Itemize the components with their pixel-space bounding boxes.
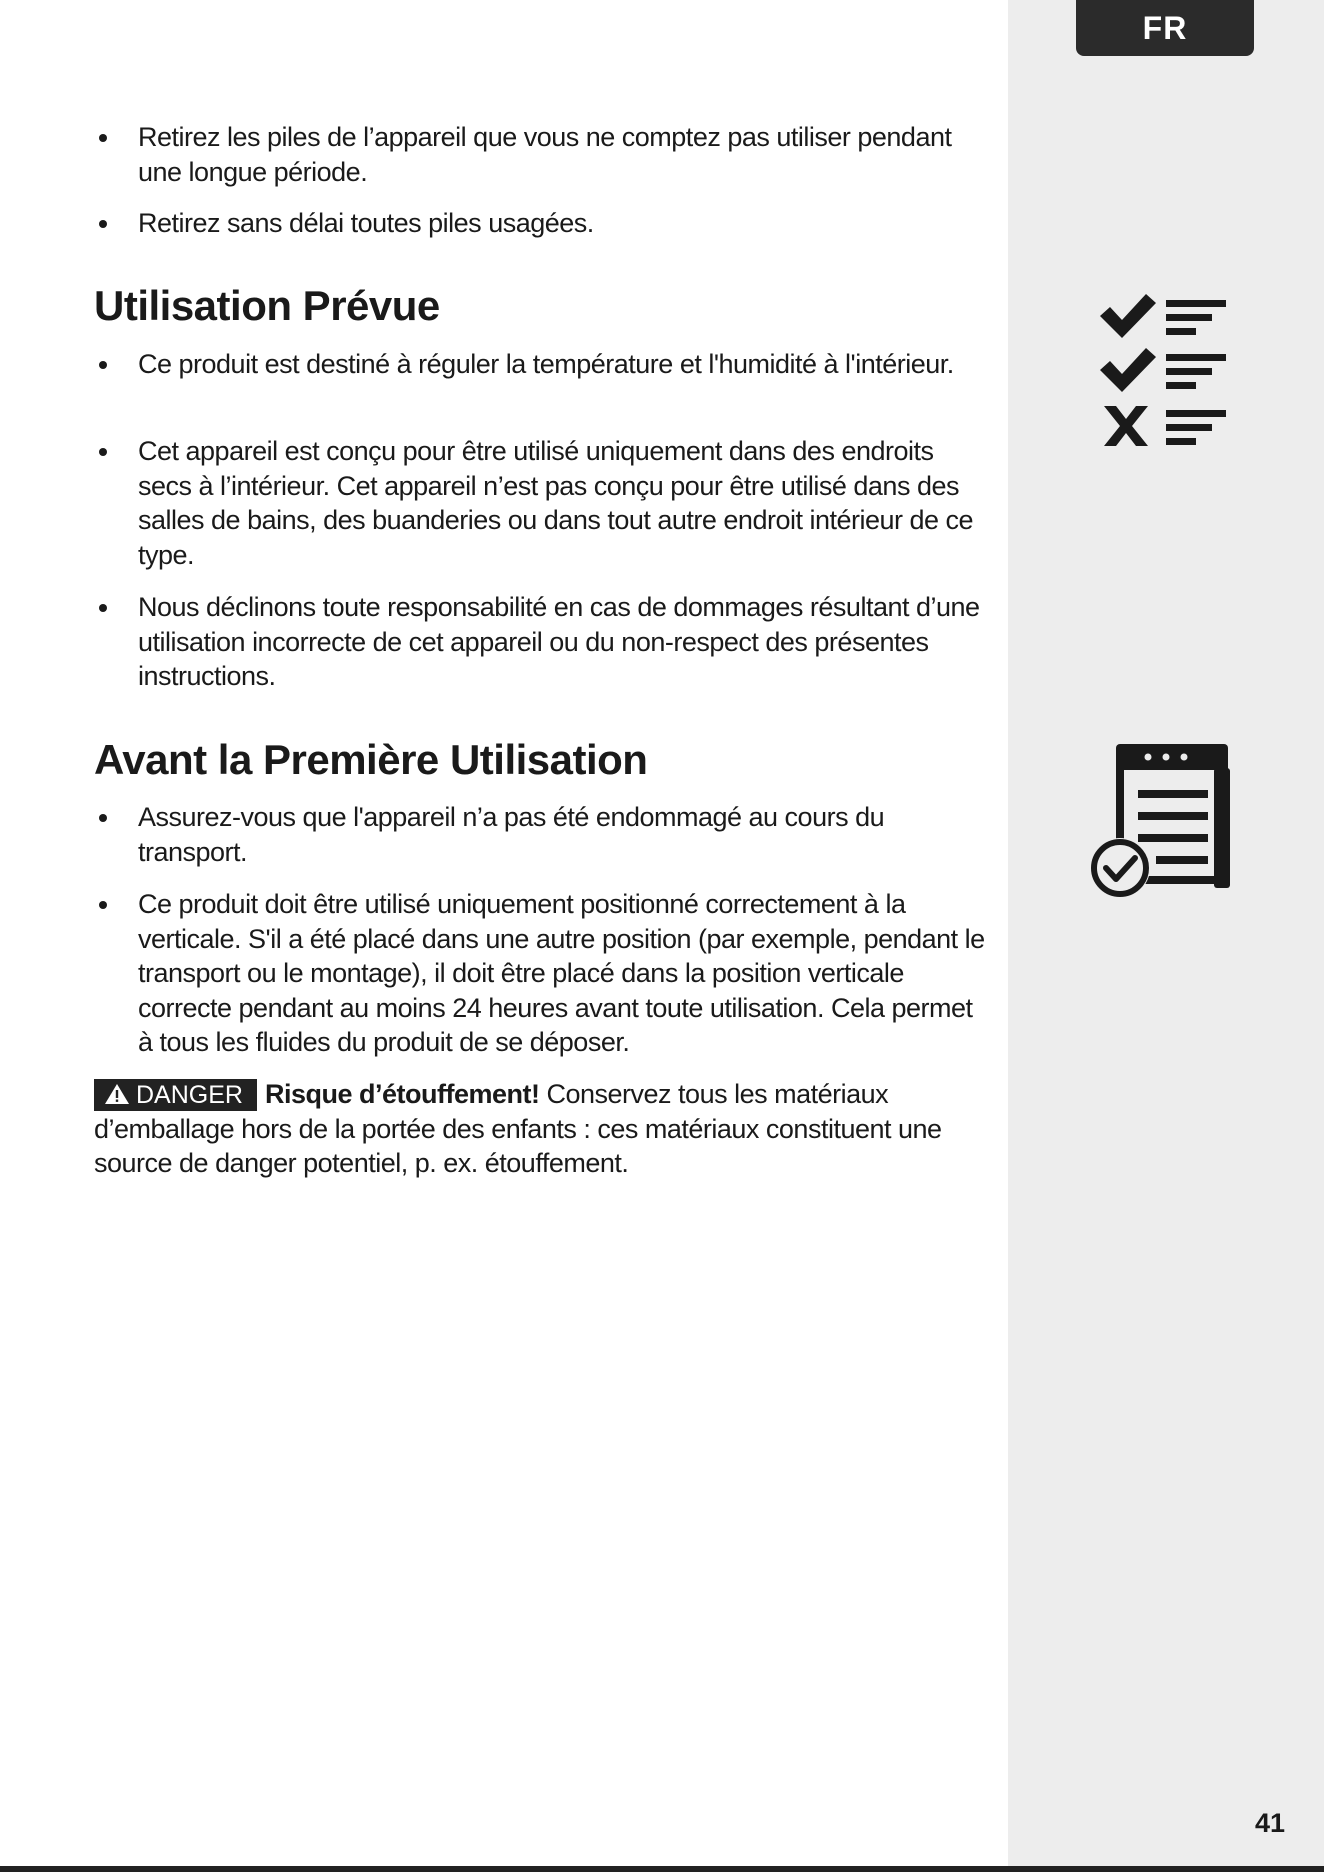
list-item: Nous déclinons toute responsabilité en cas de dommages résultant d’une utilisation incorrecte de cet appareil ou du non-respect des présentes instructions. <box>94 590 994 694</box>
document-check-icon <box>1086 740 1246 910</box>
list-item: Ce produit est destiné à réguler la température et l'humidité à l'intérieur. <box>94 347 994 382</box>
danger-text: Conservez tous les matériaux d’emballage hors de la portée des enfants : ces matériaux constituent une source de danger potentiel, p. ex. étouffement. <box>94 1079 942 1178</box>
section-heading-before-first-use: Avant la Première Utilisation <box>94 736 648 783</box>
bottom-rule <box>0 1866 1324 1872</box>
danger-notice <box>94 1077 994 1181</box>
warning-triangle-icon <box>104 1083 130 1105</box>
list-item: Ce produit doit être utilisé uniquement positionné correctement à la verticale. S'il a été placé dans une autre position (par exemple, pendant le transport ou le montage), il doit être placé dans la position verticale correcte pendant au moins 24 heures avant toute utilisation. Cela permet à tous les fluides du produit de se déposer. <box>94 887 994 1060</box>
page-number: 41 <box>1254 1808 1286 1838</box>
list-item: Cet appareil est conçu pour être utilisé uniquement dans des endroits secs à l’intérieur. Cet appareil n’est pas conçu pour être utilisé dans des salles de bains, des buanderies ou dans tout autre endroit intérieur de ce type. <box>94 434 994 572</box>
danger-badge-label: DANGER <box>136 1081 243 1109</box>
list-item: Assurez-vous que l'appareil n’a pas été endommagé au cours du transport. <box>94 800 994 869</box>
section-heading-intended-use: Utilisation Prévue <box>94 282 440 329</box>
list-item: Retirez sans délai toutes piles usagées. <box>94 206 994 241</box>
checklist-icon <box>1096 292 1236 452</box>
sidebar <box>1008 0 1324 1866</box>
danger-title: Risque d’étouffement! <box>264 1079 540 1109</box>
danger-badge <box>94 1079 257 1111</box>
language-tab: FR <box>1076 0 1254 56</box>
list-item: Retirez les piles de l’appareil que vous ne comptez pas utiliser pendant une longue période. <box>94 120 994 189</box>
